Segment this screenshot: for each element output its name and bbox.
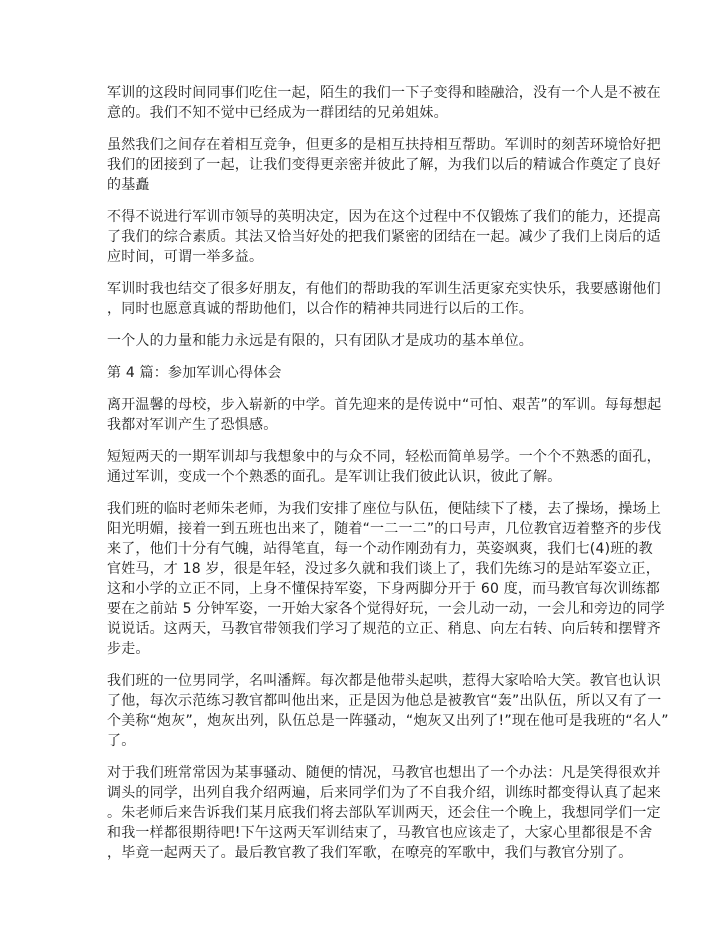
text-line: 短短两天的一期军训却与我想象中的与众不同，轻松而简单易学。一个个不熟悉的面孔， (107, 449, 661, 465)
text-line: 个美称“炮灰”，炮灰出列，队伍总是一阵骚动，“炮灰又出列了!”现在他可是我班的“名人” (107, 713, 669, 729)
section-heading (107, 363, 617, 383)
text-line: 第 4 篇：参加军训心得体会 (107, 365, 282, 381)
text-line: 和我一样都很期待吧!下午这两天军训结束了，马教官也应该走了，大家心里都很是不舍 (107, 825, 653, 841)
text-line: 军训的这段时间同事们吃住一起，陌生的我们一下子变得和睦融洽，没有一个人是不被在 (107, 85, 661, 101)
paragraph (107, 135, 661, 195)
text-line: 不得不说进行军训市领导的英明决定，因为在这个过程中不仅锻炼了我们的能力，还提高 (107, 209, 661, 225)
paragraph (107, 447, 661, 487)
text-line: 应时间，可谓一举多益。 (107, 249, 264, 265)
text-line: 的基矗 (107, 177, 150, 193)
text-line: 说说话。这两天，马教官带领我们学习了规范的立正、稍息、向左右转、向后转和摆臂齐 (107, 621, 661, 637)
paragraph (107, 395, 662, 435)
text-line: 通过军训，变成一个个熟悉的面孔。是军训让我们彼此认识，彼此了解。 (107, 469, 562, 485)
text-line: 了。 (107, 733, 136, 749)
text-line: 军训时我也结交了很多好朋友，有他们的帮助我的军训生活更家充实快乐，我要感谢他们 (107, 281, 661, 297)
text-line: 阳光明媚，接着一到五班也出来了，随着“一二一二”的口号声，几位教官迈着整齐的步伐 (107, 521, 662, 537)
text-line: ，毕竟一起两天了。最后教官教了我们军歌，在嘹亮的军歌中，我们与教官分别了。 (107, 845, 633, 861)
text-line: 一个人的力量和能力永远是有限的，只有团队才是成功的基本单位。 (107, 333, 533, 349)
paragraph (107, 671, 669, 751)
paragraph (107, 207, 661, 267)
text-line: 官姓马，才 18 岁，很是年轻，没过多久就和我们谈上了，我们先练习的是站军姿立正， (107, 561, 660, 577)
document-page (107, 83, 669, 875)
text-line: 要在之前站 5 分钟军姿，一开始大家各个觉得好玩，一会儿动一动，一会儿和旁边的同学 (107, 601, 666, 617)
paragraph (107, 331, 617, 351)
text-line: 我们的团接到了一起，让我们变得更亲密并彼此了解，为我们以后的精诚合作奠定了良好 (107, 157, 661, 173)
text-line: 了我们的综合素质。其法又恰当好处的把我们紧密的团结在一起。减少了我们上岗后的适 (107, 229, 661, 245)
paragraph (107, 763, 661, 863)
text-line: 对于我们班常常因为某事骚动、随便的情况，马教官也想出了一个办法：凡是笑得很欢并 (107, 765, 661, 781)
text-line: 。朱老师后来告诉我们某月底我们将去部队军训两天，还会住一个晚上，我想同学们一定 (107, 805, 661, 821)
text-line: 了他，每次示范练习教官都叫他出来，正是因为他总是被教官“轰”出队伍，所以又有了一 (107, 693, 662, 709)
text-line: ，同时也愿意真诚的帮助他们，以合作的精神共同进行以后的工作。 (107, 301, 533, 317)
text-line: 我都对军训产生了恐惧感。 (107, 417, 278, 433)
text-line: 虽然我们之间存在着相互竞争，但更多的是相互扶持相互帮助。军训时的刻苦环境恰好把 (107, 137, 661, 153)
paragraph (107, 499, 666, 659)
text-line: 离开温馨的母校，步入崭新的中学。首先迎来的是传说中“可怕、艰苦”的军训。每每想起 (107, 397, 662, 413)
text-line: 我们班的一位男同学，名叫潘辉。每次都是他带头起哄，惹得大家哈哈大笑。教官也认识 (107, 673, 661, 689)
paragraph (107, 83, 661, 123)
text-line: 意的。我们不知不觉中已经成为一群团结的兄弟姐妹。 (107, 105, 448, 121)
text-line: 步走。 (107, 641, 150, 657)
text-line: 调头的同学，出列自我介绍两遍，后来同学们为了不自我介绍，训练时都变得认真了起来 (107, 785, 661, 801)
text-line: 我们班的临时老师朱老师，为我们安排了座位与队伍，便陆续下了楼，去了操场，操场上 (107, 501, 661, 517)
paragraph (107, 279, 661, 319)
text-line: 这和小学的立正不同，上身不懂保持军姿，下身两脚分开于 60 度，而马教官每次训练都 (107, 581, 660, 597)
text-line: 来了，他们十分有气魄，站得笔直，每一个动作刚劲有力，英姿飒爽，我们七(4)班的教 (107, 541, 653, 557)
